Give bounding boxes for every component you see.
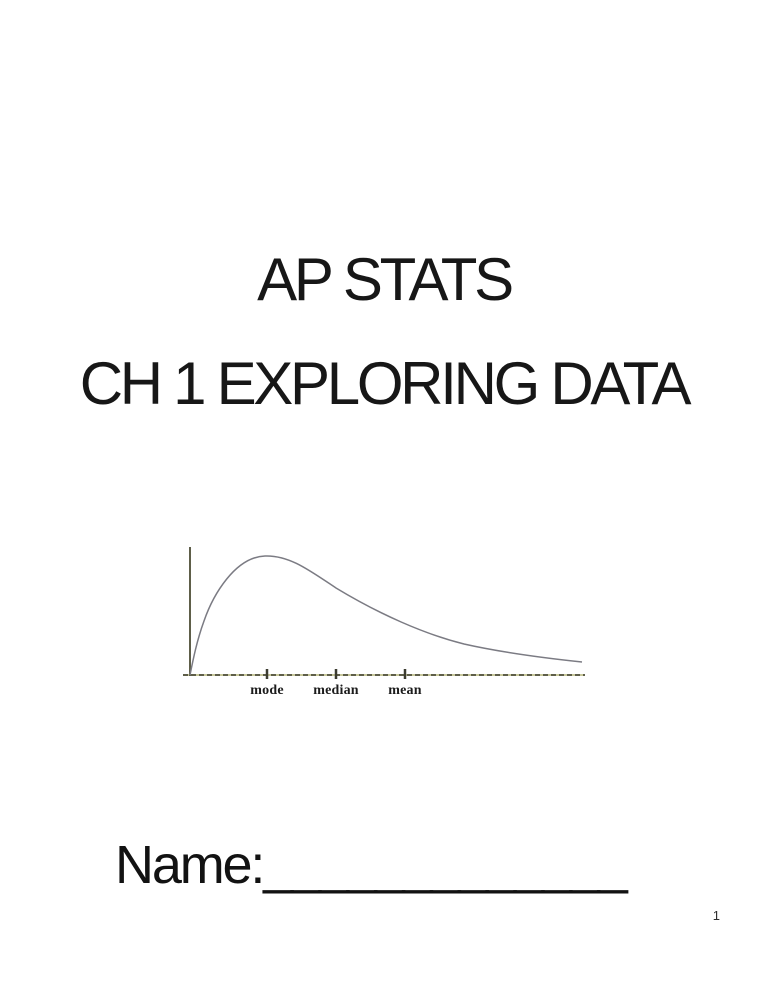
name-label: Name:	[115, 835, 264, 895]
axis-tick-label-median: median	[313, 683, 359, 698]
title-line-2: CH 1 EXPLORING DATA	[79, 350, 689, 417]
title-line-1: AP STATS	[257, 246, 511, 313]
axis-tick-label-mode: mode	[250, 683, 284, 698]
page-number: 1	[712, 908, 720, 923]
distribution-curve	[190, 556, 582, 675]
name-row	[115, 835, 626, 895]
distribution-chart	[183, 545, 585, 681]
skewed-distribution-figure	[183, 545, 585, 705]
name-blank-line: _____________	[263, 835, 626, 895]
axis-tick-label-mean: mean	[388, 683, 422, 698]
